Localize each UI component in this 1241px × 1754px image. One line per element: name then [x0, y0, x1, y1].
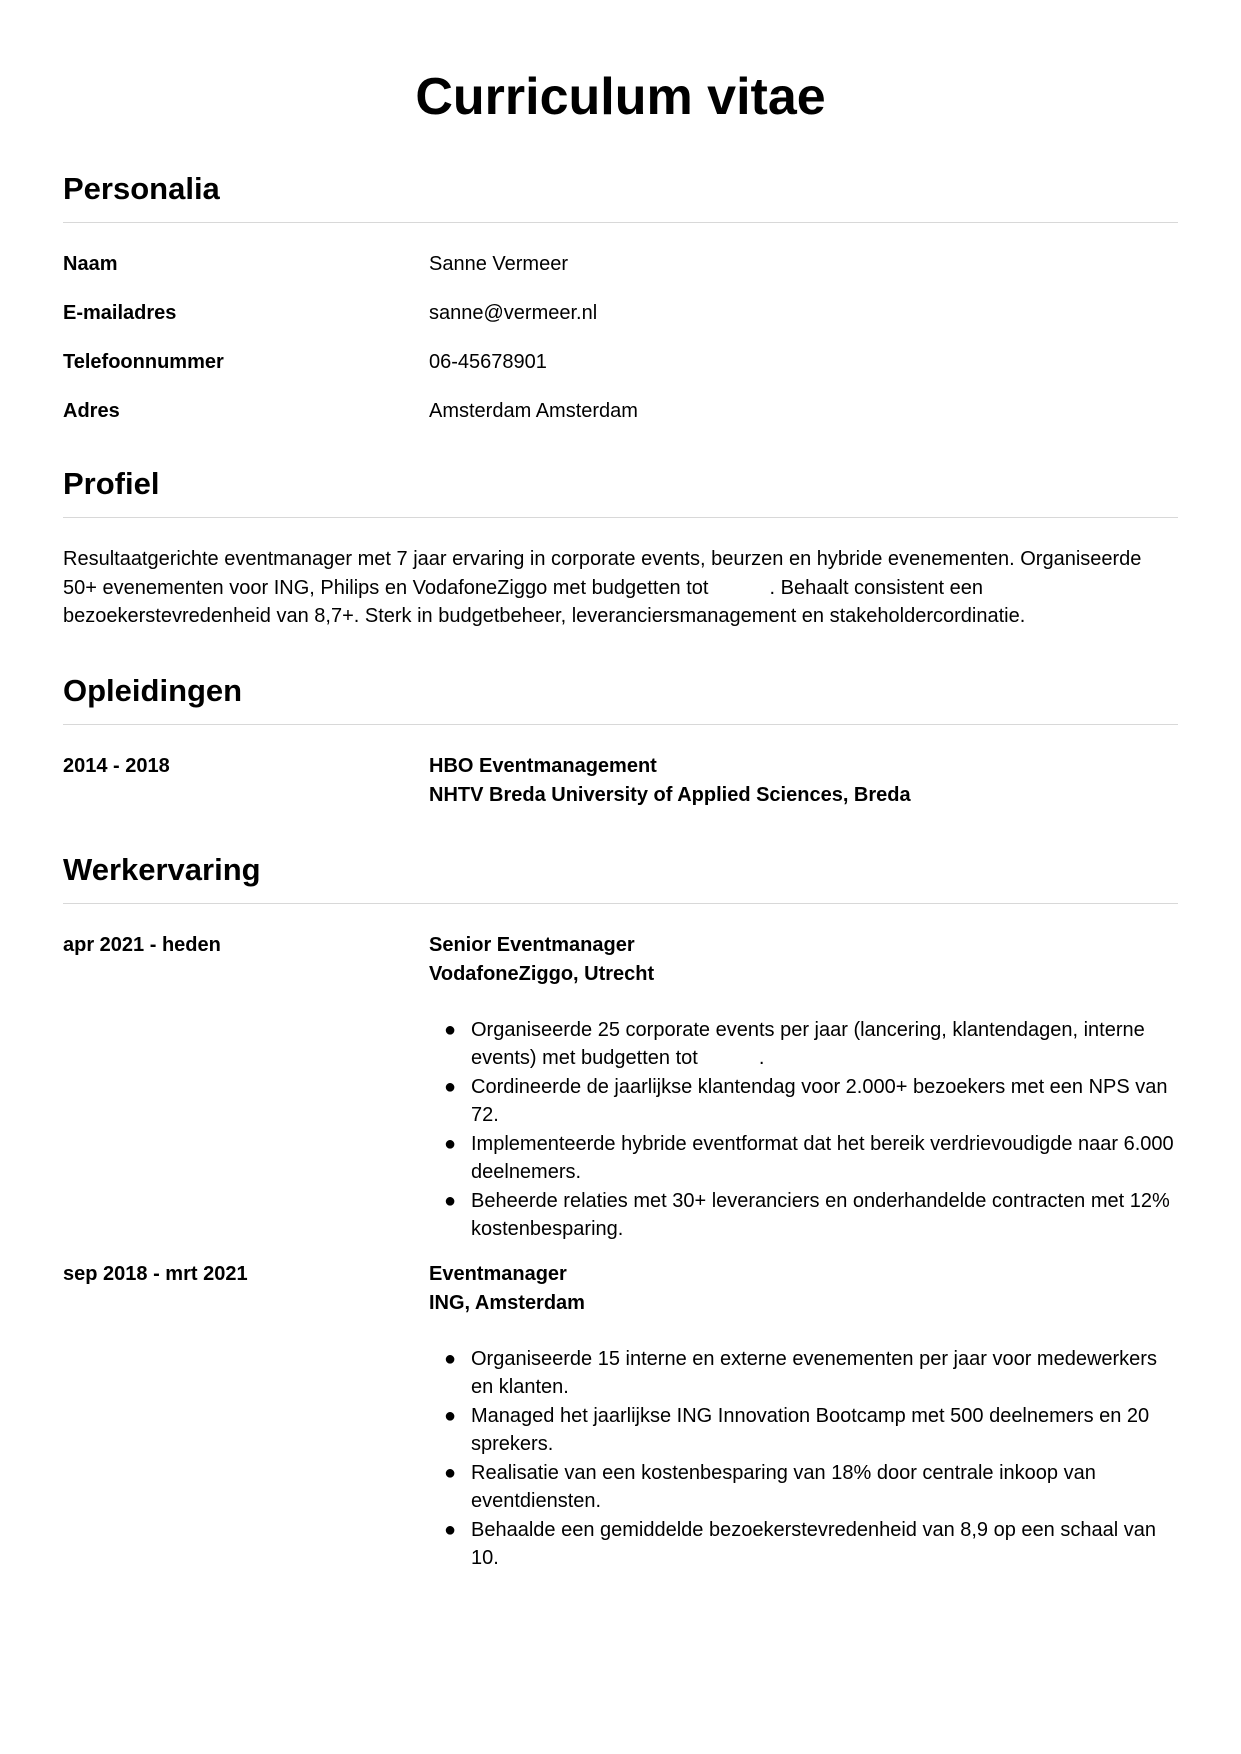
personalia-row-email: [63, 299, 1178, 328]
field-label: Adres: [63, 400, 120, 422]
job-title: Senior Eventmanager: [429, 933, 635, 956]
field-label: Telefoonnummer: [63, 351, 224, 373]
job-achievements: [429, 1016, 1178, 1244]
bullet-icon: ●: [444, 1404, 457, 1427]
list-item: ● Organiseerde 15 interne en externe evenementen per jaar voor medewerkers en klanten.: [471, 1345, 1178, 1402]
section-profiel: [63, 464, 1178, 631]
bullet-icon: ●: [444, 1347, 457, 1370]
bullet-icon: ●: [444, 1075, 457, 1098]
job-title: Eventmanager: [429, 1262, 567, 1285]
personalia-row-name: [63, 250, 1178, 279]
section-divider: [63, 903, 1178, 904]
list-item: ● Cordineerde de jaarlijkse klantendag voor 2.000+ bezoekers met een NPS van 72.: [471, 1073, 1178, 1130]
section-heading-werkervaring: Werkervaring: [63, 851, 261, 887]
list-item: ● Organiseerde 25 corporate events per jaar (lancering, klantendagen, interne events) met budgetten tot .: [471, 1016, 1178, 1073]
field-label: Naam: [63, 253, 118, 275]
bullet-icon: ●: [444, 1018, 457, 1041]
job-achievements: [429, 1345, 1178, 1573]
personalia-row-phone: [63, 348, 1178, 377]
bullet-icon: ●: [444, 1518, 457, 1541]
field-label: E-mailadres: [63, 302, 177, 324]
field-value-phone: 06-45678901: [429, 351, 547, 373]
education-institution: NHTV Breda University of Applied Sciences, Breda: [429, 783, 911, 806]
education-entry: [63, 752, 1178, 810]
bullet-icon: ●: [444, 1132, 457, 1155]
section-divider: [63, 724, 1178, 725]
field-value-email: sanne@vermeer.nl: [429, 302, 598, 324]
education-period: 2014 - 2018: [63, 754, 170, 777]
field-value-name: Sanne Vermeer: [429, 253, 568, 275]
section-heading-opleidingen: Opleidingen: [63, 672, 243, 708]
job-company: VodafoneZiggo, Utrecht: [429, 962, 655, 985]
job-entry: [63, 931, 1178, 1244]
job-period: apr 2021 - heden: [63, 933, 221, 956]
education-title: HBO Eventmanagement: [429, 754, 657, 777]
section-personalia: [63, 169, 1178, 426]
section-heading-personalia: Personalia: [63, 171, 220, 206]
list-item: ● Beheerde relaties met 30+ leveranciers en onderhandelde contracten met 12% kostenbesparing.: [471, 1187, 1178, 1244]
bullet-icon: ●: [444, 1189, 457, 1212]
field-value-address: Amsterdam Amsterdam: [429, 400, 638, 422]
section-werkervaring: [63, 850, 1178, 1573]
list-item: ● Behaalde een gemiddelde bezoekerstevredenheid van 8,9 op een schaal van 10.: [471, 1516, 1178, 1573]
list-item: ● Implementeerde hybride eventformat dat het bereik verdrievoudigde naar 6.000 deelnemers.: [471, 1130, 1178, 1187]
document-title: Curriculum vitae: [415, 68, 826, 126]
job-company: ING, Amsterdam: [429, 1291, 585, 1314]
section-heading-profiel: Profiel: [63, 466, 160, 501]
bullet-icon: ●: [444, 1461, 457, 1484]
section-divider: [63, 222, 1178, 223]
list-item: ● Realisatie van een kostenbesparing van 18% door centrale inkoop van eventdiensten.: [471, 1459, 1178, 1516]
profile-summary: Resultaatgerichte eventmanager met 7 jaar ervaring in corporate events, beurzen en hybride evenementen. Organiseerde 50+ evenementen voor ING, Philips en VodafoneZiggo met budgetten tot . Behaalt consistent een bezoekerstevredenheid van 8,7+. Sterk in budgetbeheer, leveranciersmanagement en stakeholdercordinatie.: [63, 548, 1147, 627]
personalia-row-address: [63, 397, 1178, 426]
job-period: sep 2018 - mrt 2021: [63, 1262, 248, 1285]
section-divider: [63, 517, 1178, 518]
list-item: ● Managed het jaarlijkse ING Innovation Bootcamp met 500 deelnemers en 20 sprekers.: [471, 1402, 1178, 1459]
section-opleidingen: [63, 671, 1178, 810]
job-entry: [63, 1260, 1178, 1573]
